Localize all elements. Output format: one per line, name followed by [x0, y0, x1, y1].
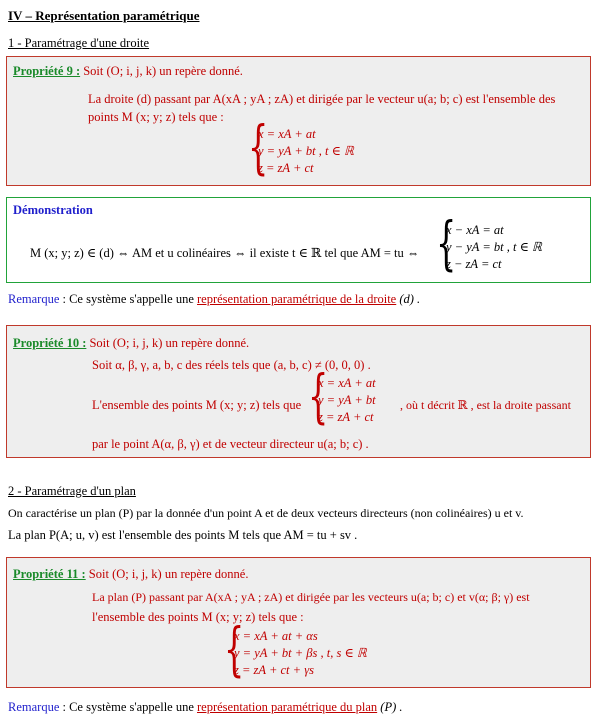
system-row: x = xA + at: [258, 127, 316, 141]
property-9-line3: points M (x; y; z) tels que :: [88, 110, 224, 124]
property-11-line3: l'ensemble des points M (x; y; z) tels que :: [92, 610, 304, 624]
remark-1-after: (d) .: [396, 292, 421, 306]
property-9-brace-icon: {: [248, 113, 269, 181]
remark-1: [8, 292, 420, 307]
remark-2-before: : Ce système s'appelle une: [59, 700, 198, 714]
system-row: z − zA = ct: [446, 257, 502, 271]
property-10-line3a: L'ensemble des points M (x; y; z) tels que: [92, 398, 302, 412]
system-row: z = zA + ct + γs: [234, 663, 315, 677]
subsection-title-plane: 2 - Paramétrage d'un plan: [8, 484, 136, 498]
system-row: x − xA = at: [446, 223, 504, 237]
property-10-label: Propriété 10 :: [13, 336, 87, 350]
property-11-frame-text: Soit (O; i, j, k) un repère donné.: [88, 567, 249, 581]
system-row: y = yA + bt: [318, 393, 376, 407]
property-11-label: Propriété 11 :: [13, 567, 86, 581]
system-row: y = yA + bt , t ∈ ℝ: [258, 144, 354, 158]
remark-2-link[interactable]: représentation paramétrique du plan: [197, 700, 378, 714]
system-row: y = yA + bt + βs , t, s ∈ ℝ: [234, 646, 367, 660]
remark-2: [8, 700, 403, 715]
property-10-line4: par le point A(α, β, γ) et de vecteur directeur u(a; b; c) .: [92, 437, 369, 451]
property-9-frame-text: Soit (O; i, j, k) un repère donné.: [83, 64, 243, 78]
remark-1-link[interactable]: représentation paramétrique de la droite: [197, 292, 397, 306]
system-row: x = xA + at + αs: [234, 629, 318, 643]
system-row: z = zA + ct: [318, 410, 374, 424]
demonstration-label: Démonstration: [13, 203, 93, 217]
subsection-title-line: 1 - Paramétrage d'une droite: [8, 36, 150, 50]
property-9-label: Propriété 9 :: [13, 64, 81, 78]
system-row: y − yA = bt , t ∈ ℝ: [446, 240, 542, 254]
property-11-system: [234, 628, 367, 679]
plan-intro-line2: La plan P(A; u, v) est l'ensemble des points M tels que AM = tu + sv .: [8, 528, 358, 542]
remark-2-after: (P) .: [377, 700, 403, 714]
section-title: IV – Représentation paramétrique: [8, 8, 200, 23]
property-10-line3b: , où t décrit ℝ , est la droite passant: [400, 398, 571, 412]
system-row: z = zA + ct: [258, 161, 314, 175]
property-10-system: [318, 375, 376, 426]
property-10-brace-icon: {: [308, 362, 329, 430]
system-row: x = xA + at: [318, 376, 376, 390]
property-10-line2: Soit α, β, γ, a, b, c des réels tels que (a, b, c) ≠ (0, 0, 0) .: [92, 358, 371, 372]
property-11-line2: La plan (P) passant par A(xA ; yA ; zA) et dirigée par les vecteurs u(a; b; c) et v(α; β; γ) est: [92, 590, 530, 604]
remark-2-label: Remarque: [8, 700, 60, 714]
remark-1-label: Remarque: [8, 292, 60, 306]
demonstration-system: [446, 222, 542, 273]
demonstration-brace-icon: {: [436, 209, 457, 277]
demonstration-text: M (x; y; z) ∈ (d) ⇔ AM et u colinéaires ⇔ il existe t ∈ ℝ tel que AM = tu ⇔: [30, 246, 420, 260]
property-9-system: [258, 126, 354, 177]
remark-1-before: : Ce système s'appelle une: [59, 292, 198, 306]
plan-intro-line1: On caractérise un plan (P) par la donnée d'un point A et de deux vecteurs directeurs (non colinéaires) u et v.: [8, 506, 524, 520]
property-9-line2: La droite (d) passant par A(xA ; yA ; zA) et dirigée par le vecteur u(a; b; c) est l'ensemble des: [88, 92, 556, 106]
property-11-line1: [13, 567, 248, 582]
property-10-frame-text: Soit (O; i, j, k) un repère donné.: [89, 336, 250, 350]
property-11-brace-icon: {: [224, 615, 245, 683]
property-9-line1: [13, 64, 243, 79]
property-10-line1: [13, 336, 249, 351]
